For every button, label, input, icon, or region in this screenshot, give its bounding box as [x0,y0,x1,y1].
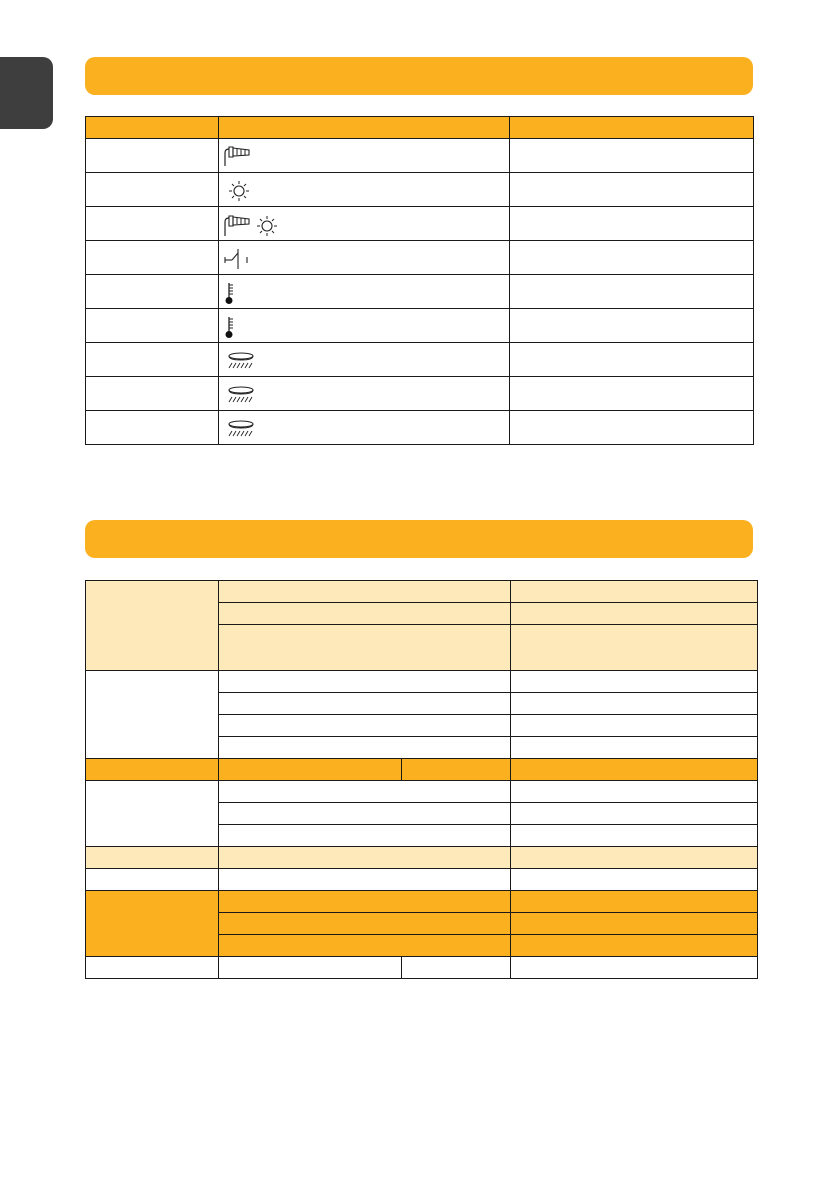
table-cell [510,241,754,275]
icon-cell [219,207,510,241]
specifications-table [85,580,758,979]
table-cell [511,935,758,957]
table-cell [510,275,754,309]
table-cell [510,139,754,173]
table-cell [86,173,219,207]
table-row [86,275,754,309]
table-cell [219,581,511,603]
table-row [86,309,754,343]
group-label-cell [86,671,219,759]
table-row [86,581,758,603]
table-row [86,891,758,913]
table-cell [86,139,219,173]
table-cell [402,759,511,781]
table-cell [510,207,754,241]
table-cell [86,869,219,891]
table-cell [219,869,511,891]
table-cell [219,891,511,913]
table-cell [510,343,754,377]
table-cell [511,891,758,913]
table-cell [511,759,758,781]
table-cell [86,207,219,241]
table-cell [511,781,758,803]
table-cell [511,737,758,759]
table-cell [511,581,758,603]
table-cell [511,671,758,693]
table-cell [219,625,511,671]
table-cell [510,377,754,411]
table-cell [219,737,511,759]
thermometer-icon [223,315,243,339]
wind-sensor-icon [223,145,263,167]
table-cell [86,957,219,979]
table-row [86,207,754,241]
header-cell [86,117,219,139]
table-header-row [86,117,754,139]
table-cell [511,825,758,847]
table-row [86,173,754,207]
table-cell [511,847,758,869]
icon-cell [219,411,510,445]
table-row [86,343,754,377]
table-cell [86,759,219,781]
section-banner-1 [85,57,753,95]
rain-sensor-icon [223,417,263,439]
table-cell [219,847,511,869]
table-cell [511,803,758,825]
table-cell [219,803,511,825]
sensor-icon-table [85,116,754,445]
table-cell [510,411,754,445]
table-row [86,781,758,803]
table-cell [510,173,754,207]
group-label-cell [86,581,219,671]
table-row [86,411,754,445]
group-label-cell [86,891,219,957]
table-cell [511,715,758,737]
table-cell [219,825,511,847]
rain-sensor-icon [223,349,263,371]
table-cell [219,935,511,957]
table-cell [511,625,758,671]
rain-sensor-icon [223,383,263,405]
table-row [86,139,754,173]
header-cell [219,117,510,139]
table-cell [511,693,758,715]
group-label-cell [86,781,219,847]
table-cell [219,603,511,625]
thermometer-icon [223,281,243,305]
section-banner-2 [85,520,753,558]
table-row [86,869,758,891]
table-row [86,671,758,693]
table-cell [511,869,758,891]
table-row [86,377,754,411]
table-cell [86,241,219,275]
wind-sun-sensor-icon [223,213,293,237]
icon-cell [219,275,510,309]
icon-cell [219,377,510,411]
table-cell [511,913,758,935]
chapter-tab [0,57,53,129]
table-row [86,759,758,781]
table-row [86,847,758,869]
icon-cell [219,343,510,377]
icon-cell [219,309,510,343]
table-cell [86,275,219,309]
icon-cell [219,241,510,275]
table-cell [402,957,511,979]
table-cell [511,603,758,625]
table-cell [511,957,758,979]
table-cell [219,715,511,737]
table-cell [86,411,219,445]
table-cell [86,377,219,411]
table-cell [219,671,511,693]
table-cell [219,759,402,781]
table-cell [219,957,402,979]
table-cell [219,693,511,715]
header-cell [510,117,754,139]
table-cell [219,913,511,935]
sun-sensor-icon [223,179,263,203]
table-row [86,241,754,275]
table-cell [219,781,511,803]
icon-cell [219,173,510,207]
icon-cell [219,139,510,173]
table-cell [86,343,219,377]
contact-switch-icon [223,247,263,271]
table-cell [510,309,754,343]
table-row [86,957,758,979]
table-cell [86,309,219,343]
table-cell [86,847,219,869]
